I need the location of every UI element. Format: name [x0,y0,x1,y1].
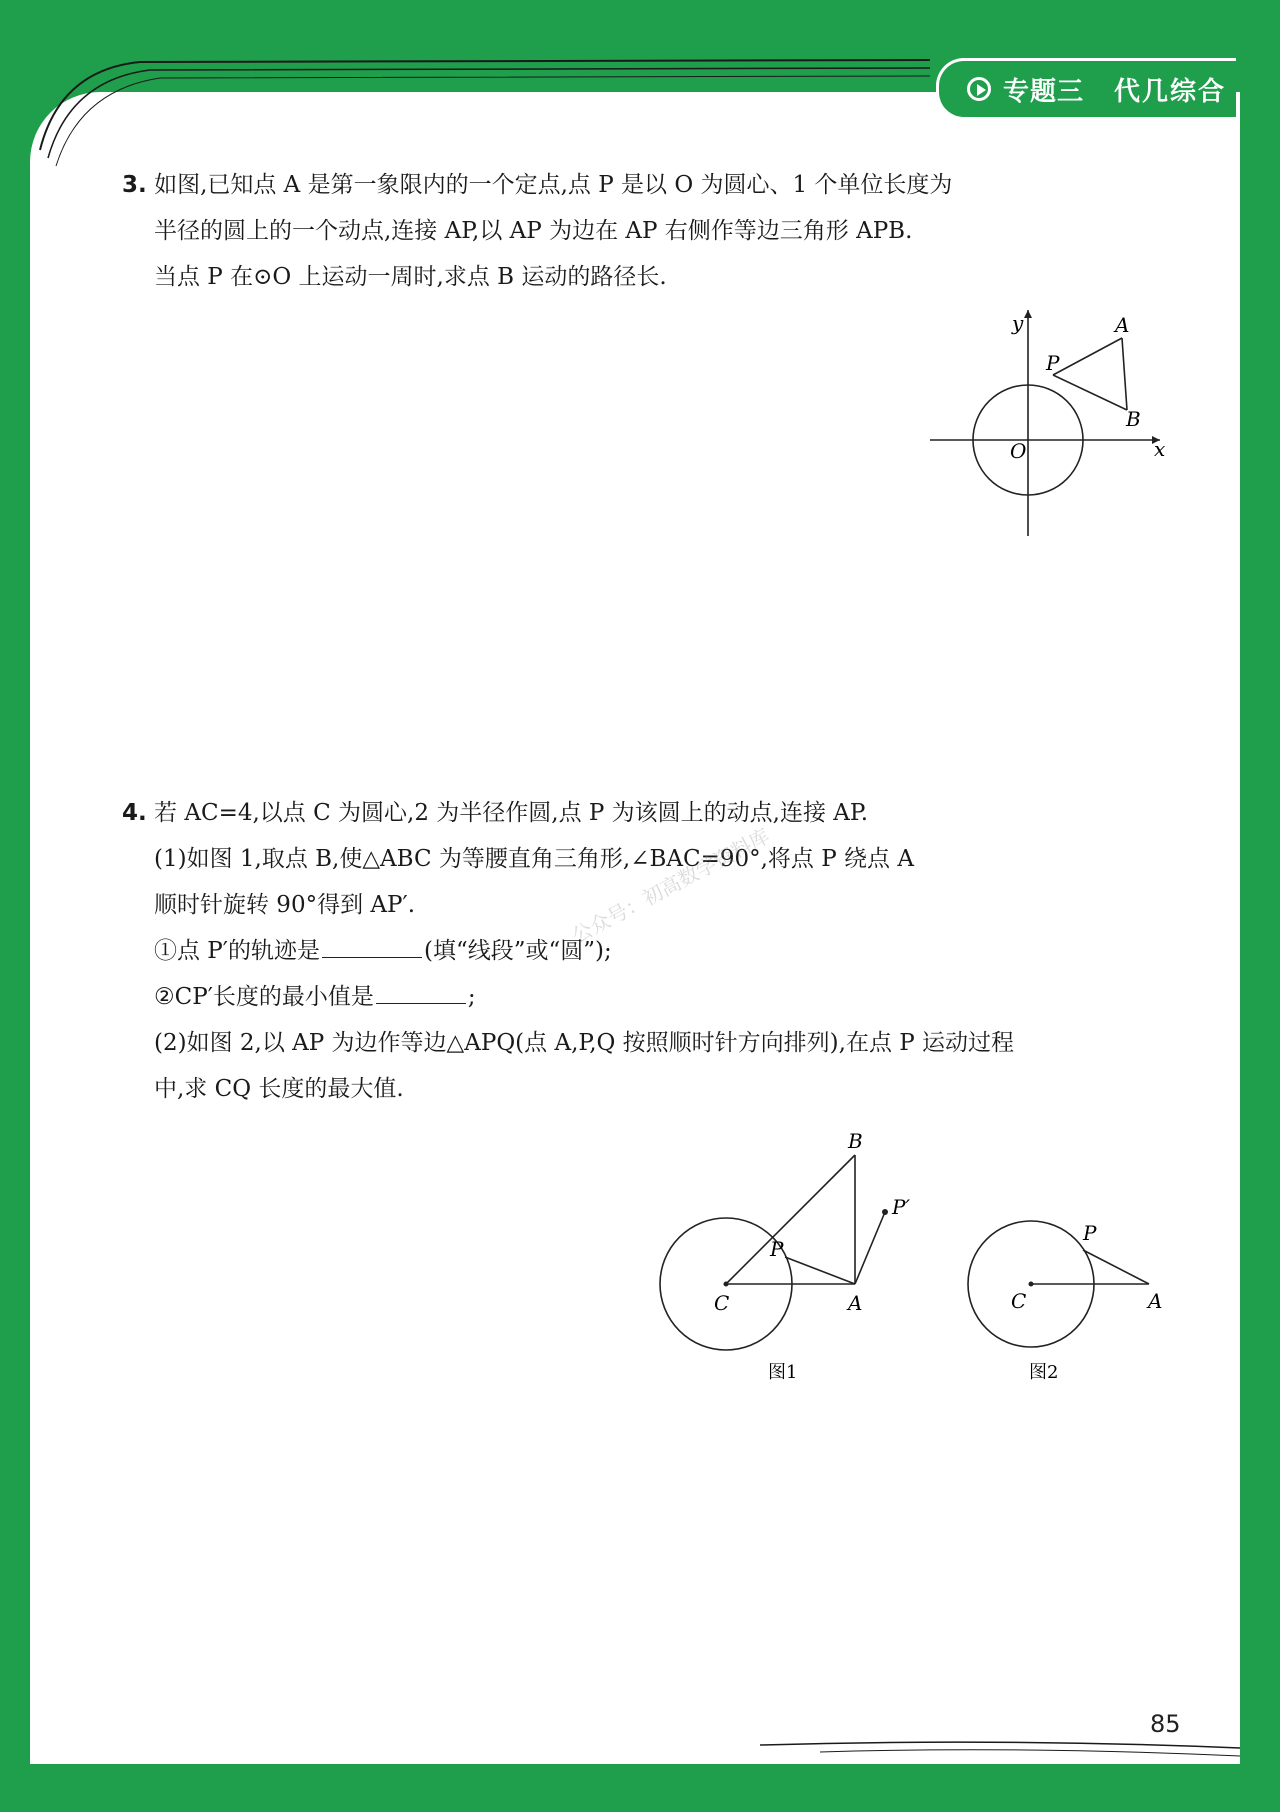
label-P-prime: P′ [892,1195,910,1219]
y-axis-arrow-icon [1024,310,1032,318]
problem-4-question-2: ②CP′长度的最小值是 ; [154,984,476,1010]
figure-1 [650,1120,950,1390]
segment-AB [1122,338,1127,410]
answer-blank-1[interactable] [322,937,422,958]
label-B: B [1126,407,1141,431]
label-P: P [1046,351,1060,375]
label-B: B [848,1129,863,1153]
label-A: A [848,1291,863,1315]
problem-4 [122,790,1014,1112]
problem-3-line-2: 半径的圆上的一个动点,连接 AP,以 AP 为边在 AP 右侧作等边三角形 APB. [154,218,913,244]
segment-PA [1053,338,1122,375]
problem-4-question-1: ①点 P′的轨迹是 (填“线段”或“圆”); [154,938,612,964]
section-title: 代几综合 [1114,76,1227,107]
section-topic: 专题三 [1003,76,1085,107]
segment-PB [1053,375,1127,410]
section-header-tab [936,58,1236,120]
label-P: P [770,1237,784,1261]
figure-coordinate-circle [920,300,1180,540]
watermark: 公众号：初高数学资料库 [567,823,774,949]
problem-4-part-1-cont: 顺时针旋转 90°得到 AP′. [154,892,416,918]
problem-3-line-3: 当点 P 在⊙O 上运动一周时,求点 B 运动的路径长. [154,264,667,290]
label-A: A [1148,1289,1163,1313]
problem-4-line-1: 4. 若 AC=4,以点 C 为圆心,2 为半径作圆,点 P 为该圆上的动点,连接 AP. [122,800,869,826]
problem-3 [122,162,952,300]
label-x: x [1154,437,1166,461]
label-C: C [1011,1289,1027,1313]
segment-PA [1083,1250,1149,1284]
segment-CB [726,1155,855,1284]
figure-2-caption: 图2 [1029,1362,1059,1383]
label-y: y [1012,311,1024,335]
label-P: P [1083,1221,1097,1245]
problem-number: 4. [122,800,147,826]
problem-4-part-1: (1)如图 1,取点 B,使△ABC 为等腰直角三角形,∠BAC=90°,将点 P 绕点 A [154,846,914,872]
play-circle-icon [967,77,991,101]
page-number: 85 [1150,1710,1181,1738]
problem-4-part-2: (2)如图 2,以 AP 为边作等边△APQ(点 A,P,Q 按照顺时针方向排列),在点 P 运动过程 [154,1030,1015,1056]
answer-blank-2[interactable] [376,983,466,1004]
label-C: C [714,1291,730,1315]
segment-AP-prime [855,1212,885,1284]
problem-3-line-1: 3. 如图,已知点 A 是第一象限内的一个定点,点 P 是以 O 为圆心、1 个单位长度为 [122,172,953,198]
point-P-prime [882,1209,888,1215]
label-A: A [1115,313,1130,337]
segment-PA [785,1257,855,1284]
figure-1-caption: 图1 [768,1362,798,1383]
label-O: O [1010,439,1027,463]
problem-number: 3. [122,172,147,198]
problem-4-part-2-cont: 中,求 CQ 长度的最大值. [154,1076,404,1102]
figure-2 [955,1210,1175,1400]
